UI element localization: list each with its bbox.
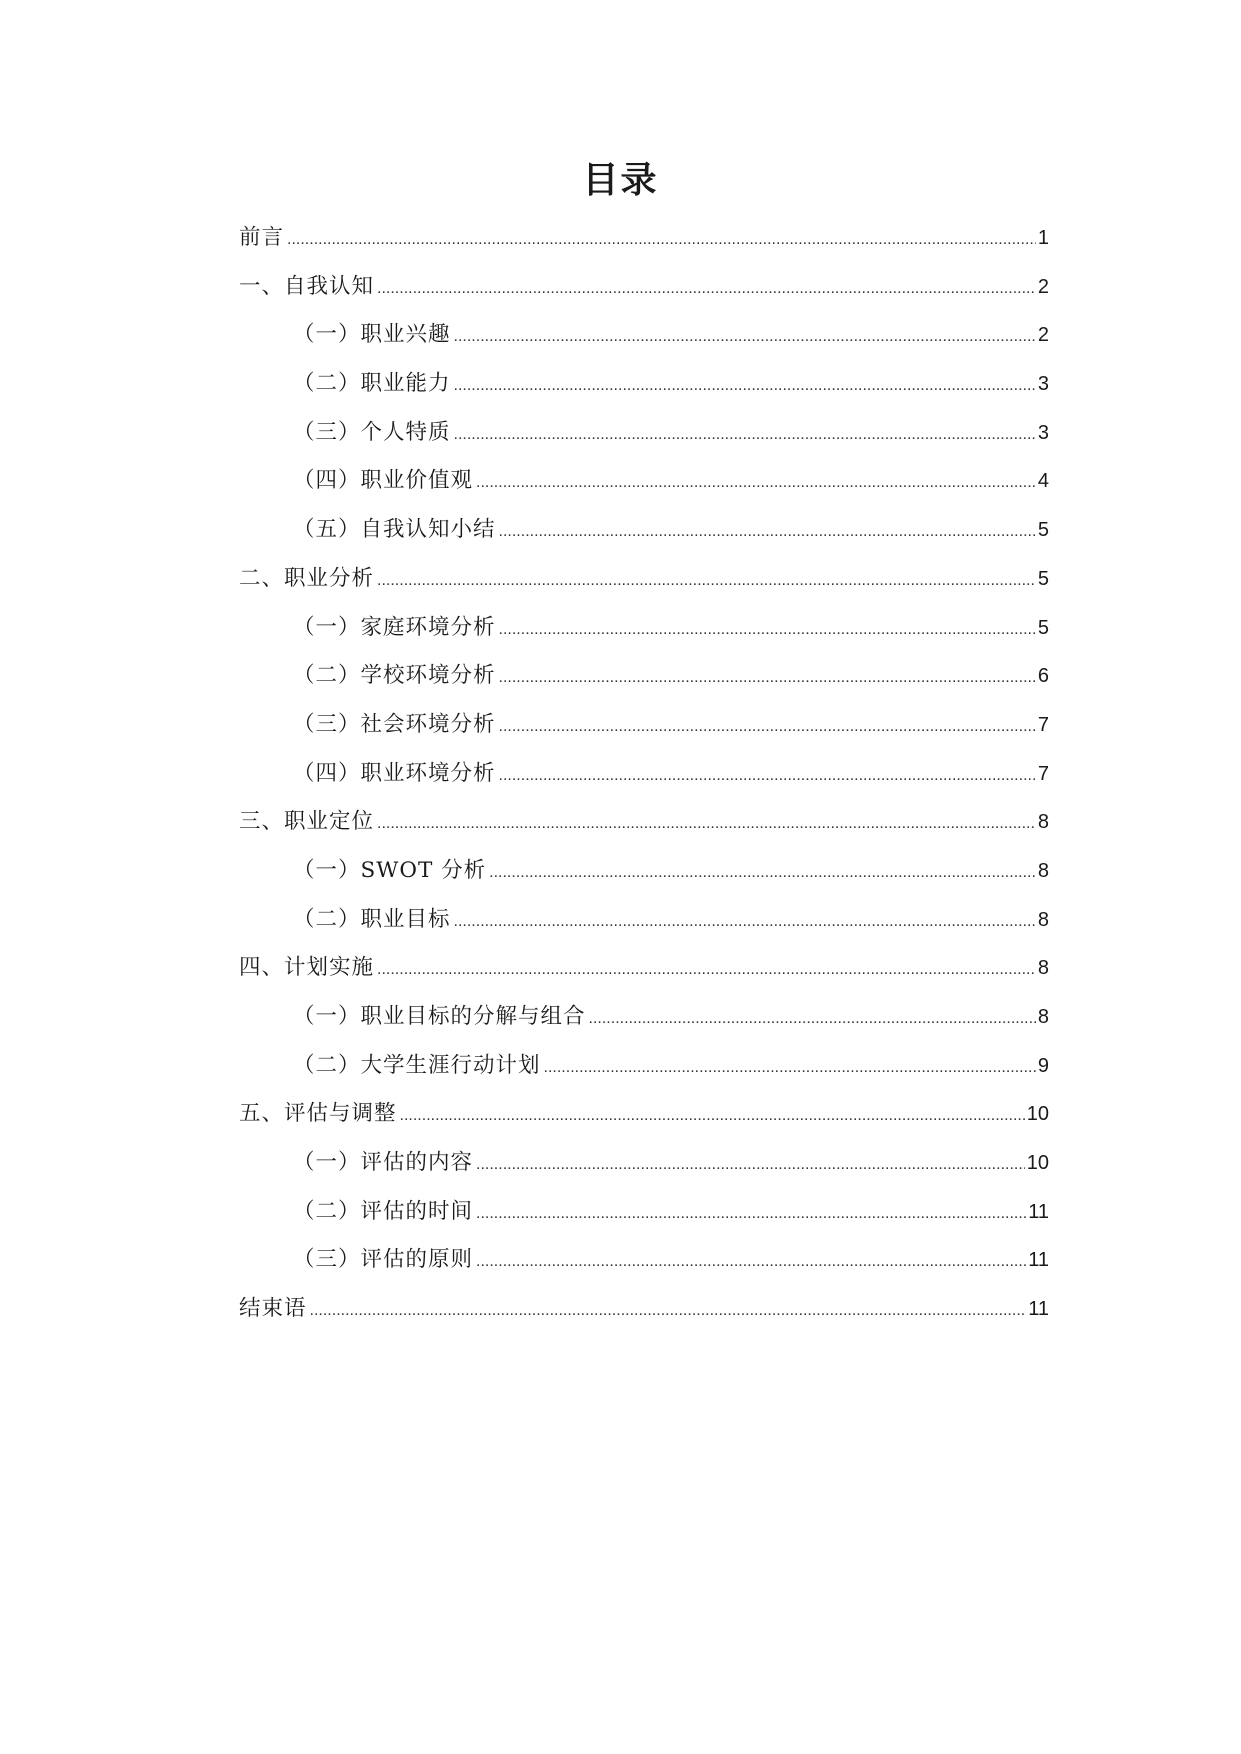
dot-leader xyxy=(499,621,1036,639)
dot-leader xyxy=(454,377,1036,395)
toc-page-number: 8 xyxy=(1037,1006,1049,1028)
toc-subentry-career-ability[interactable] xyxy=(239,366,1049,415)
toc-entry-label: （一）SWOT 分析 xyxy=(293,857,487,883)
toc-subentry-evaluation-time[interactable] xyxy=(239,1194,1049,1243)
toc-entry-label: 一、自我认知 xyxy=(239,273,375,299)
toc-entry-label: 结束语 xyxy=(239,1296,307,1322)
toc-entry-label: （三）社会环境分析 xyxy=(293,711,496,737)
dot-leader xyxy=(454,328,1036,346)
toc-entry-label: （二）大学生涯行动计划 xyxy=(293,1052,541,1078)
toc-subentry-career-values[interactable] xyxy=(239,463,1049,512)
toc-page-number: 7 xyxy=(1037,713,1049,736)
toc-page-number: 5 xyxy=(1037,567,1049,590)
toc-page-number: 8 xyxy=(1037,859,1049,882)
toc-page-number: 2 xyxy=(1037,275,1049,298)
toc-entry-label: （五）自我认知小结 xyxy=(293,517,496,543)
toc-entry-label: （二）职业能力 xyxy=(293,371,451,397)
toc-entry-label: 二、职业分析 xyxy=(239,565,375,591)
toc-entry-label: （一）职业兴趣 xyxy=(293,322,451,348)
toc-page-number: 8 xyxy=(1037,811,1049,834)
toc-subentry-family-environment[interactable] xyxy=(239,610,1049,659)
toc-page-number: 11 xyxy=(1028,1249,1049,1272)
toc-entry-label: 三、职业定位 xyxy=(239,809,375,835)
toc-entry-preface[interactable] xyxy=(239,220,1049,269)
toc-page-number: 9 xyxy=(1037,1054,1049,1077)
toc-page-number: 1 xyxy=(1037,227,1049,249)
dot-leader xyxy=(476,1205,1026,1223)
toc-page-number: 3 xyxy=(1037,373,1049,396)
toc-entry-label: 五、评估与调整 xyxy=(239,1101,397,1127)
dot-leader xyxy=(476,1253,1026,1271)
toc-entry-label: （一）职业目标的分解与组合 xyxy=(293,1004,586,1029)
dot-leader xyxy=(476,1156,1025,1174)
toc-entry-label: （二）学校环境分析 xyxy=(293,663,496,689)
toc-entry-label: （四）职业价值观 xyxy=(293,468,474,494)
toc-subentry-career-goals[interactable] xyxy=(239,902,1049,951)
toc-entry-plan-implementation[interactable] xyxy=(239,950,1049,999)
dot-leader xyxy=(377,815,1036,833)
dot-leader xyxy=(499,523,1036,541)
toc-subentry-school-environment[interactable] xyxy=(239,658,1049,707)
toc-page-number: 11 xyxy=(1028,1200,1049,1223)
toc-page-number: 2 xyxy=(1037,324,1049,347)
toc-entry-label: 四、计划实施 xyxy=(239,955,375,981)
toc-subentry-career-environment[interactable] xyxy=(239,756,1049,805)
toc-entry-label: （一）家庭环境分析 xyxy=(293,614,496,640)
dot-leader xyxy=(499,767,1036,785)
dot-leader xyxy=(454,426,1036,444)
toc-entry-label: 前言 xyxy=(239,225,285,250)
toc-page-number: 10 xyxy=(1026,1103,1049,1126)
toc-page-number: 7 xyxy=(1037,762,1049,785)
dot-leader xyxy=(544,1059,1036,1077)
toc-entry-label: （四）职业环境分析 xyxy=(293,760,496,786)
dot-leader xyxy=(287,231,1036,249)
dot-leader xyxy=(489,864,1036,882)
toc-subentry-evaluation-content[interactable] xyxy=(239,1145,1049,1194)
toc-page-number: 5 xyxy=(1037,519,1049,542)
dot-leader xyxy=(377,572,1036,590)
toc-entry-label: （二）职业目标 xyxy=(293,906,451,932)
toc-subentry-personal-traits[interactable] xyxy=(239,415,1049,464)
toc-entry-career-analysis[interactable] xyxy=(239,561,1049,610)
toc-subentry-college-action-plan[interactable] xyxy=(239,1048,1049,1097)
toc-subentry-social-environment[interactable] xyxy=(239,707,1049,756)
toc-page-number: 4 xyxy=(1037,470,1049,493)
toc-entry-label: （三）评估的原则 xyxy=(293,1247,474,1273)
toc-subentry-swot-analysis[interactable] xyxy=(239,853,1049,902)
dot-leader xyxy=(400,1107,1025,1125)
dot-leader xyxy=(310,1302,1027,1320)
toc-page-number: 10 xyxy=(1026,1152,1049,1175)
toc-page-number: 6 xyxy=(1037,665,1049,688)
toc-entry-self-awareness[interactable] xyxy=(239,269,1049,318)
page-title: 目录 xyxy=(582,160,659,201)
dot-leader xyxy=(377,280,1036,298)
toc-page-number: 8 xyxy=(1037,957,1049,980)
toc-subentry-evaluation-principles[interactable] xyxy=(239,1242,1049,1291)
toc-entry-label: （一）评估的内容 xyxy=(293,1150,474,1176)
dot-leader xyxy=(499,669,1036,687)
toc-page-number: 5 xyxy=(1037,616,1049,639)
toc-subentry-self-awareness-summary[interactable] xyxy=(239,512,1049,561)
toc-subentry-career-interest[interactable] xyxy=(239,317,1049,366)
toc-entry-label: （二）评估的时间 xyxy=(293,1198,474,1224)
toc-entry-label: （三）个人特质 xyxy=(293,419,451,445)
toc-page-number: 8 xyxy=(1037,908,1049,931)
toc-list xyxy=(239,220,1049,1340)
toc-entry-conclusion[interactable] xyxy=(239,1291,1049,1340)
dot-leader xyxy=(589,1010,1036,1028)
dot-leader xyxy=(454,913,1036,931)
toc-subentry-goal-breakdown[interactable] xyxy=(239,999,1049,1048)
dot-leader xyxy=(499,718,1036,736)
toc-page-number: 3 xyxy=(1037,421,1049,444)
dot-leader xyxy=(377,961,1036,979)
toc-entry-evaluation-adjustment[interactable] xyxy=(239,1096,1049,1145)
dot-leader xyxy=(476,474,1036,492)
toc-page-number: 11 xyxy=(1028,1298,1049,1321)
toc-entry-career-positioning[interactable] xyxy=(239,804,1049,853)
